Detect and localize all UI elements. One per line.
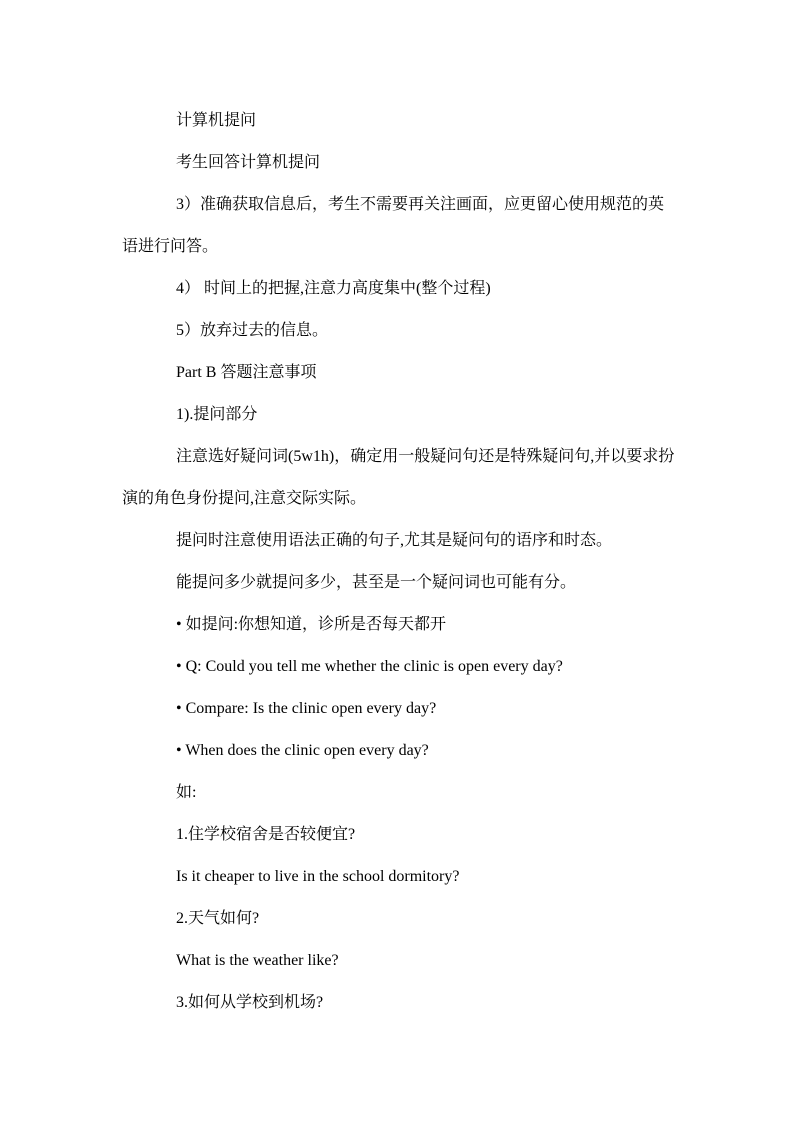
paragraph: 5）放弃过去的信息。 xyxy=(176,322,329,339)
paragraph: 提问时注意使用语法正确的句子,尤其是疑问句的语序和时态。 xyxy=(176,532,613,549)
example-answer: Is it cheaper to live in the school dormitory? xyxy=(176,868,460,885)
example-question: 2.天气如何? xyxy=(176,910,260,927)
document-body xyxy=(122,100,678,1024)
paragraph: 注意选好疑问词(5w1h)，确定用一般疑问句还是特殊疑问句,并以要求扮演的角色身份提问,注意交际实际。 xyxy=(122,448,675,507)
paragraph: 考生回答计算机提问 xyxy=(176,154,321,171)
example-answer: What is the weather like? xyxy=(176,952,339,969)
section-heading: Part B 答题注意事项 xyxy=(176,364,317,381)
bullet-item: • Compare: Is the clinic open every day? xyxy=(176,700,437,717)
bullet-item: • Q: Could you tell me whether the clinic is open every day? xyxy=(176,658,563,675)
subsection-heading: 1).提问部分 xyxy=(176,406,258,423)
paragraph: 计算机提问 xyxy=(176,112,257,129)
bullet-item: • 如提问:你想知道，诊所是否每天都开 xyxy=(176,616,447,633)
example-question: 1.住学校宿舍是否较便宜? xyxy=(176,826,356,843)
paragraph: 3）准确获取信息后，考生不需要再关注画面，应更留心使用规范的英语进行问答。 xyxy=(122,196,665,255)
paragraph: 能提问多少就提问多少，甚至是一个疑问词也可能有分。 xyxy=(176,574,577,591)
example-question: 3.如何从学校到机场? xyxy=(176,994,324,1011)
bullet-item: • When does the clinic open every day? xyxy=(176,742,429,759)
paragraph: 如: xyxy=(176,784,197,801)
paragraph: 4） 时间上的把握,注意力高度集中(整个过程) xyxy=(176,280,491,297)
